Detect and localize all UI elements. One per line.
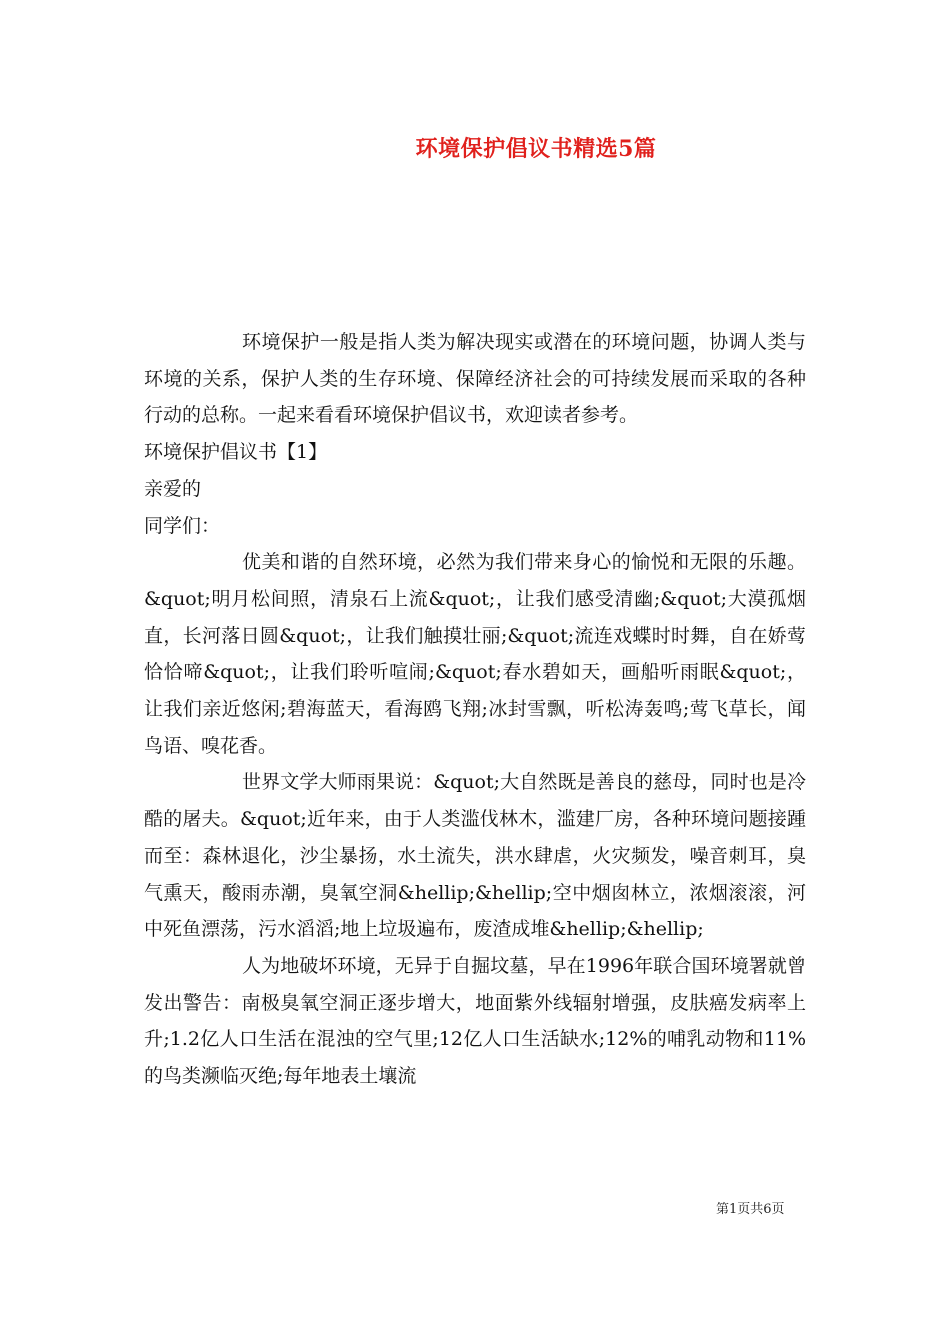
intro-paragraph: 环境保护一般是指人类为解决现实或潜在的环境问题，协调人类与环境的关系，保护人类的生存环境、保障经济社会的可持续发展而采取的各种行动的总称。一起来看看环境保护倡议书，欢迎读者参考。	[144, 331, 806, 427]
section-heading: 环境保护倡议书【1】	[144, 441, 328, 464]
document-body	[144, 324, 806, 1095]
body-paragraph-1: 优美和谐的自然环境，必然为我们带来身心的愉悦和无限的乐趣。&quot;明月松间照，清泉石上流&quot;，让我们感受清幽;&quot;大漠孤烟直，长河落日圆&quot;，让我们触摸壮丽;&quot;流连戏蝶时时舞，自在娇莺恰恰啼&quot;，让我们聆听喧闹;&quot;春水碧如天，画船听雨眠&quot;，让我们亲近悠闲;碧海蓝天，看海鸥飞翔;冰封雪飘，听松涛轰鸣;莺飞草长，闻鸟语、嗅花香。	[144, 551, 806, 757]
body-paragraph-3: 人为地破坏环境，无异于自掘坟墓，早在1996年联合国环境署就曾发出警告：南极臭氧空洞正逐步增大，地面紫外线辐射增强，皮肤癌发病率上升;1.2亿人口生活在混浊的空气里;12亿人口生活缺水;12%的哺乳动物和11%的鸟类濒临灭绝;每年地表土壤流	[144, 954, 806, 1088]
document-title: 环境保护倡议书精选5篇	[415, 136, 657, 162]
salutation-line-2: 同学们：	[144, 514, 221, 537]
salutation-line-1: 亲爱的	[144, 477, 202, 500]
page-number-footer: 第1页共6页	[716, 1202, 785, 1217]
body-paragraph-2: 世界文学大师雨果说：&quot;大自然既是善良的慈母，同时也是冷酷的屠夫。&quot;近年来，由于人类滥伐林木，滥建厂房，各种环境问题接踵而至：森林退化，沙尘暴扬，水土流失，洪水肆虐，火灾频发，噪音刺耳，臭气熏天，酸雨赤潮，臭氧空洞&hellip;&hellip;空中烟囱林立，浓烟滚滚，河中死鱼漂荡，污水滔滔;地上垃圾遍布，废渣成堆&hellip;&hellip;	[144, 771, 806, 941]
